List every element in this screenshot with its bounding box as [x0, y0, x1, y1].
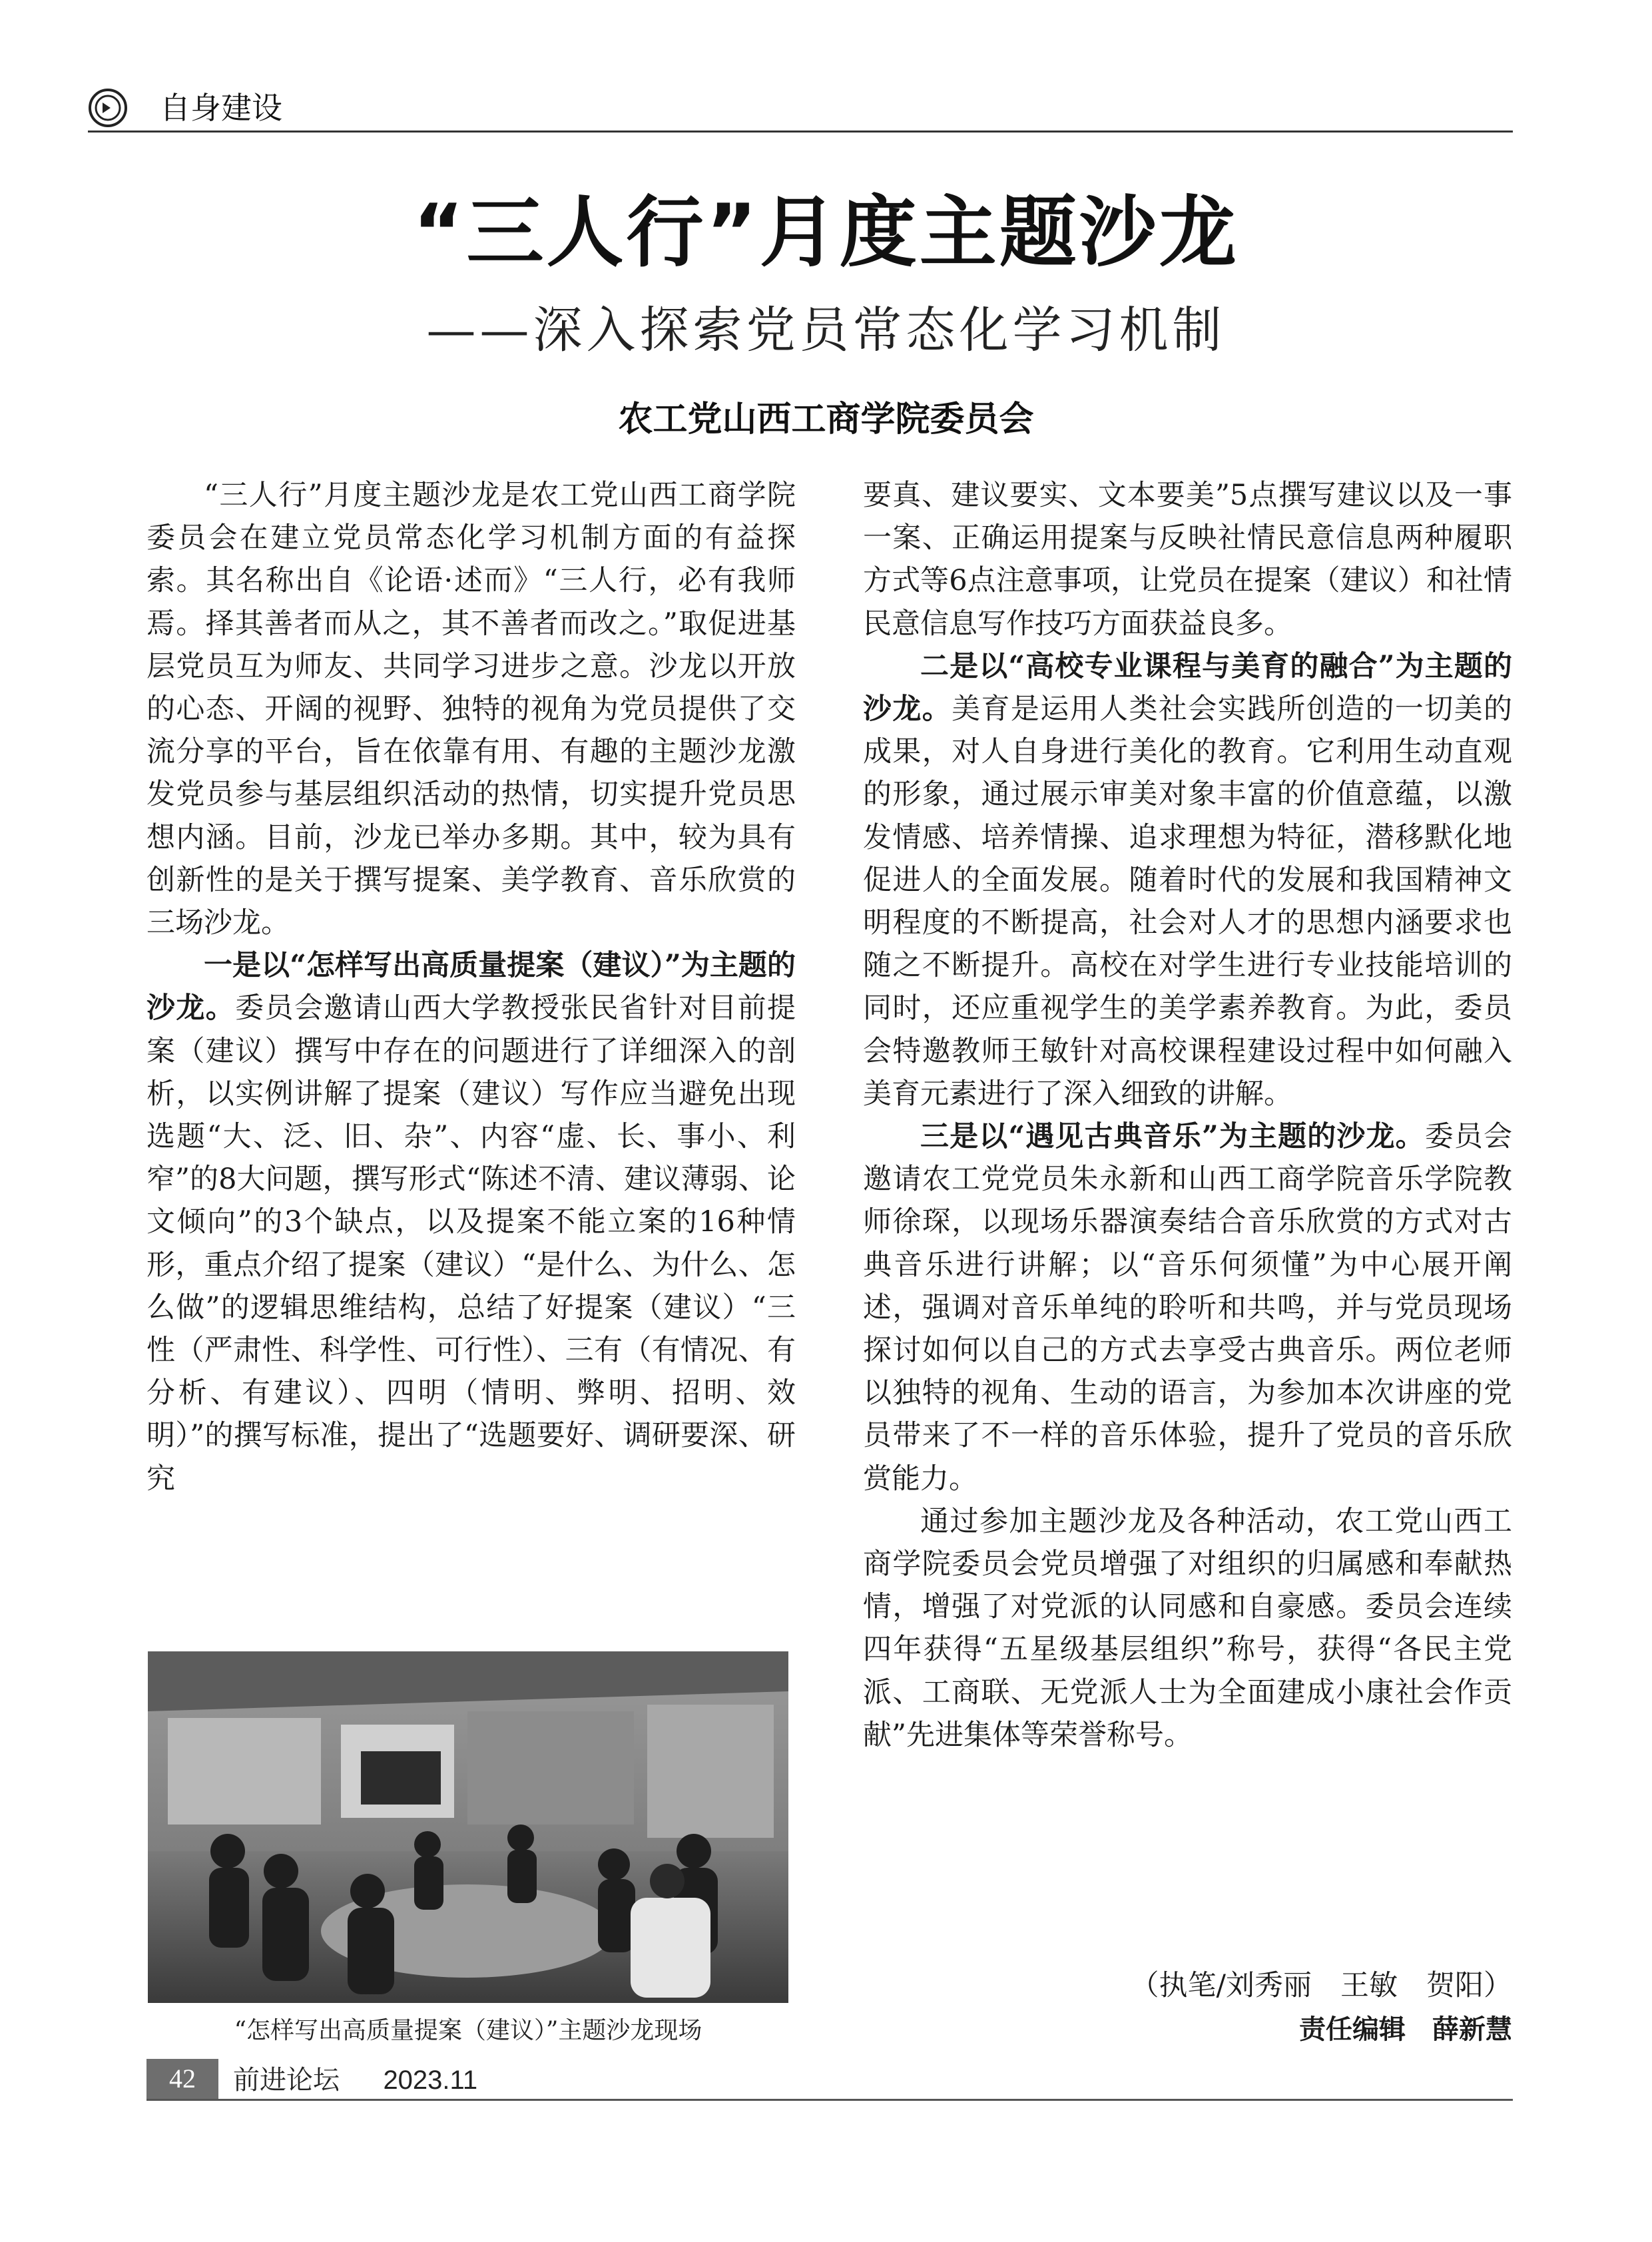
paragraph-conclusion: 通过参加主题沙龙及各种活动，农工党山西工商学院委员会党员增强了对组织的归属感和奉献热情，增强了对党派的认同感和自豪感。委员会连续四年获得“五星级基层组织”称号，获得“各民主党派、工商联、无党派人士为全面建成小康社会作贡献”先进集体等荣誉称号。: [863, 1504, 1512, 1752]
author-line: （执笔/刘秀丽 王敏 贺阳）: [1130, 1969, 1512, 2002]
paragraph-intro: “三人行”月度主题沙龙是农工党山西工商学院委员会在建立党员常态化学习机制方面的有益探索。其名称出自《论语·述而》“三人行，必有我师焉。择其善者而从之，其不善者而改之。”取促进基层党员互为师友、共同学习进步之意。沙龙以开放的心态、开阔的视野、独特的视角为党员提供了交流分享的平台，旨在依靠有用、有趣的主题沙龙激发党员参与基层组织活动的热情，切实提升党员思想内涵。目前，沙龙已举办多期。其中，较为具有创新性的是关于撰写提案、美学教育、音乐欣赏的三场沙龙。: [146, 479, 796, 940]
issue-date: 2023.11: [383, 2066, 478, 2095]
paragraph-second-salon: 二是以“高校专业课程与美育的融合”为主题的沙龙。美育是运用人类社会实践所创造的一切美的成果，对人自身进行美化的教育。它利用生动直观的形象，通过展示审美对象丰富的价值意蕴，以激发情感、培养情操、追求理想为特征，潜移默化地促进人的全面发展。随着时代的发展和我国精神文明程度的不断提高，社会对人才的思想内涵要求也随之不断提升。高校在对学生进行专业技能培训的同时，还应重视学生的美学素养教育。为此，委员会特邀教师王敏针对高校课程建设过程中如何融入美育元素进行了深入细致的讲解。: [863, 649, 1513, 1111]
left-column: [146, 474, 796, 1500]
footer-divider: [146, 2099, 1513, 2101]
header-divider: [88, 131, 1513, 133]
paragraph-third-salon: 三是以“遇见古典音乐”为主题的沙龙。委员会邀请农工党党员朱永新和山西工商学院音乐学院教师徐琛，以现场乐器演奏结合音乐欣赏的方式对古典音乐进行讲解；以“音乐何须懂”为中心展开阐述，强调对音乐单纯的聆听和共鸣，并与党员现场探讨如何以自己的方式去享受古典音乐。两位老师以独特的视角、生动的语言，为参加本次讲座的党员带来了不一样的音乐体验，提升了党员的音乐欣赏能力。: [863, 1120, 1513, 1496]
paragraph-first-salon: 一是以“怎样写出高质量提案（建议）”为主题的沙龙。委员会邀请山西大学教授张民省针对目前提案（建议）撰写中存在的问题进行了详细深入的剖析，以实例讲解了提案（建议）写作应当避免出现选题“大、泛、旧、杂”、内容“虚、长、事小、利窄”的8大问题，撰写形式“陈述不清、建议薄弱、论文倾向”的3个缺点，以及提案不能立案的16种情形，重点介绍了提案（建议）“是什么、为什么、怎么做”的逻辑思维结构，总结了好提案（建议）“三性（严肃性、科学性、可行性）、三有（有情况、有分析、有建议）、四明（情明、弊明、招明、效明）”的撰写标准，提出了“选题要好、调研要深、研究: [146, 949, 796, 1496]
paragraph-lead: 二是以“高校专业课程与美育的融合”为主题的沙龙。: [863, 649, 1512, 726]
paragraph-continuation: 要真、建议要实、文本要美”5点撰写建议以及一事一案、正确运用提案与反映社情民意信息两种履职方式等6点注意事项，让党员在提案（建议）和社情民意信息写作技巧方面获益良多。: [863, 479, 1512, 641]
photo-caption: “怎样写出高质量提案（建议）”主题沙龙现场: [234, 2017, 702, 2044]
section-header: [88, 85, 1513, 132]
article-organization: 农工党山西工商学院委员会: [618, 400, 1034, 439]
paragraph-lead: 三是以“遇见古典音乐”为主题的沙龙。: [920, 1120, 1425, 1154]
magazine-name: 前进论坛: [233, 2065, 340, 2096]
arrow-circle-icon: [88, 88, 128, 128]
salon-photo: [148, 1651, 788, 2003]
right-column: [863, 474, 1512, 1757]
footer-publication: [233, 2062, 477, 2099]
editor-line: 责任编辑 薛新慧: [1299, 2014, 1512, 2045]
article-title: “三人行”月度主题沙龙: [413, 188, 1239, 278]
paragraph-lead: 一是以“怎样写出高质量提案（建议）”为主题的沙龙。: [146, 949, 796, 1025]
page-number: 42: [146, 2059, 218, 2099]
article-subtitle: ——深入探索党员常态化学习机制: [426, 302, 1226, 359]
section-title: 自身建设: [160, 90, 282, 126]
